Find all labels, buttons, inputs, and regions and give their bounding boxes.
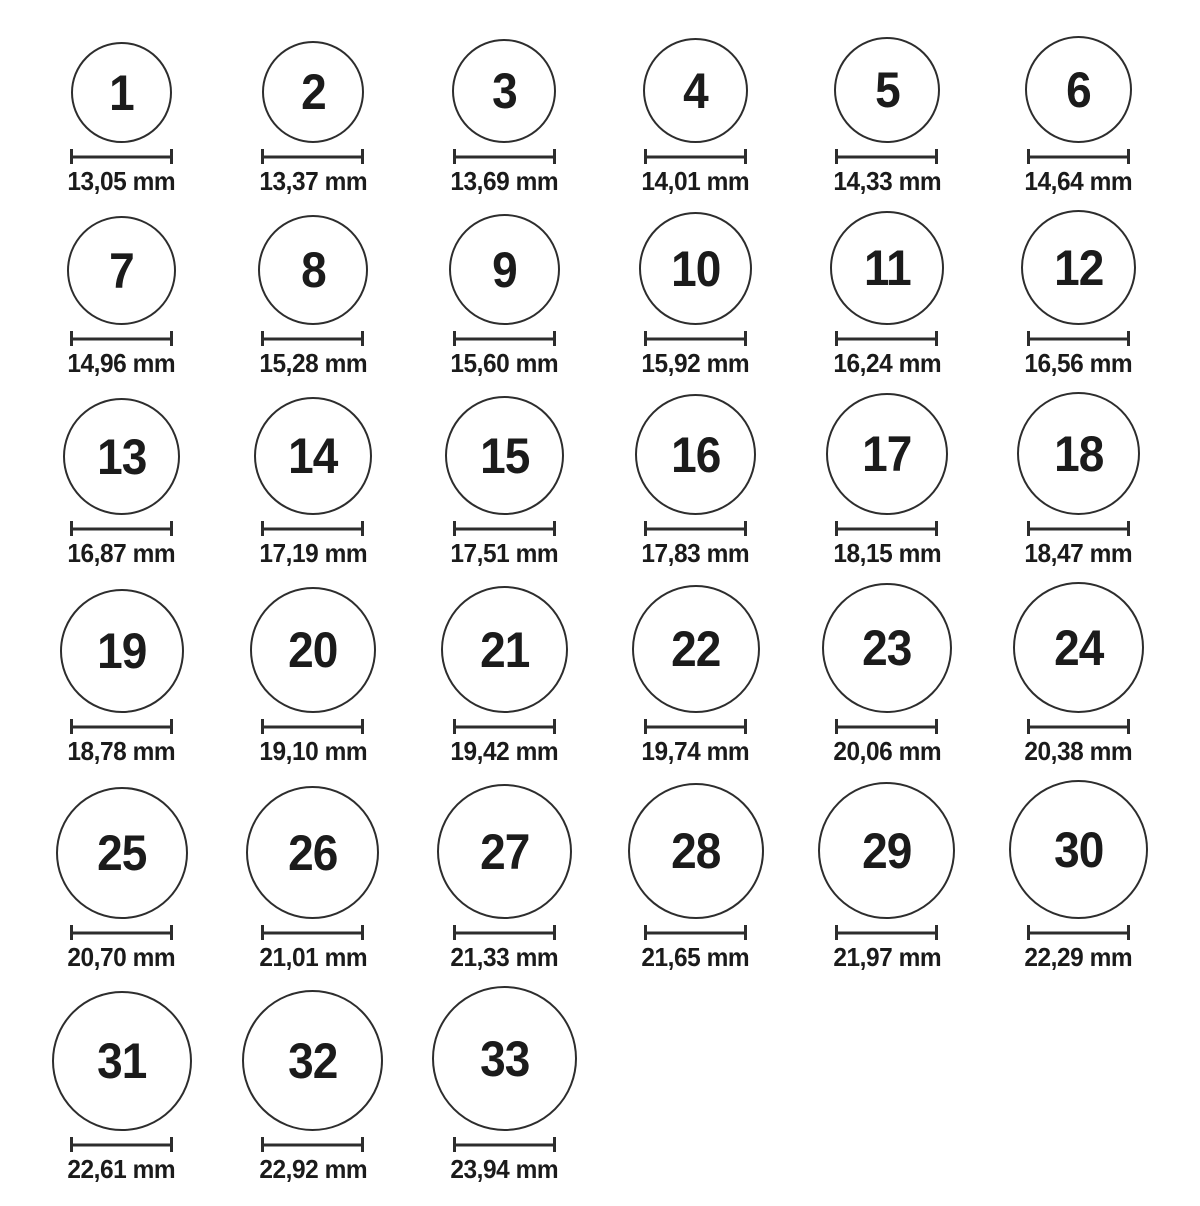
diameter-ruler-icon [835, 521, 938, 536]
diameter-label: 21,33 mm [450, 942, 559, 972]
ruler-line [646, 527, 745, 530]
size-circle [1017, 392, 1140, 515]
size-number: 23 [862, 620, 912, 676]
size-circle [437, 784, 572, 919]
ruler-line [263, 1143, 362, 1146]
diameter-ruler-icon [835, 149, 938, 164]
size-circle [818, 782, 955, 919]
size-number: 6 [1065, 61, 1091, 118]
size-number: 10 [670, 240, 721, 297]
size-circle [826, 393, 948, 515]
size-circle [71, 42, 172, 143]
size-number: 18 [1053, 425, 1103, 482]
diameter-label: 14,01 mm [641, 166, 750, 196]
ruler-line [646, 725, 745, 728]
size-circle [63, 398, 180, 515]
diameter-ruler-icon [261, 331, 364, 346]
size-number: 7 [109, 242, 134, 299]
diameter-label: 14,64 mm [1024, 166, 1133, 196]
diameter-ruler-icon [261, 1137, 364, 1152]
ring-size-item [983, 582, 1174, 764]
size-number: 22 [670, 621, 721, 677]
diameter-label: 17,19 mm [259, 538, 367, 568]
ruler-line [1029, 155, 1128, 158]
ruler-line [1029, 725, 1128, 728]
size-number: 13 [96, 428, 147, 485]
diameter-ruler-icon [1027, 521, 1130, 536]
ring-size-item [791, 211, 982, 376]
ring-size-item [600, 394, 791, 566]
diameter-label: 17,51 mm [450, 538, 559, 568]
diameter-label: 20,06 mm [833, 736, 941, 766]
size-number: 3 [491, 63, 517, 119]
size-circle [1013, 582, 1144, 713]
ring-size-item [217, 41, 408, 194]
diameter-label: 18,78 mm [67, 736, 176, 766]
diameter-label: 14,96 mm [67, 348, 176, 378]
diameter-ruler-icon [1027, 925, 1130, 940]
size-number: 9 [491, 241, 517, 298]
diameter-ruler-icon [1027, 331, 1130, 346]
ring-size-item [983, 392, 1174, 566]
size-circle [262, 41, 364, 143]
ruler-line [72, 337, 171, 340]
size-number: 20 [288, 622, 338, 678]
diameter-ruler-icon [1027, 149, 1130, 164]
diameter-ruler-icon [70, 149, 173, 164]
diameter-label: 19,10 mm [259, 736, 367, 766]
ruler-line [455, 527, 554, 530]
diameter-label: 23,94 mm [450, 1154, 559, 1184]
ring-size-item [217, 397, 408, 566]
diameter-ruler-icon [835, 925, 938, 940]
diameter-ruler-icon [261, 719, 364, 734]
ruler-line [72, 155, 171, 158]
diameter-ruler-icon [261, 149, 364, 164]
ring-size-item [409, 396, 600, 566]
ruler-line [263, 155, 362, 158]
ring-size-item [409, 586, 600, 764]
diameter-label: 15,92 mm [641, 348, 750, 378]
diameter-label: 15,60 mm [450, 348, 559, 378]
ring-size-item [26, 216, 217, 376]
ruler-line [646, 155, 745, 158]
diameter-ruler-icon [644, 521, 747, 536]
diameter-ruler-icon [644, 149, 747, 164]
ruler-line [263, 725, 362, 728]
size-circle [258, 215, 368, 325]
diameter-label: 19,74 mm [641, 736, 750, 766]
ring-size-item [791, 393, 982, 566]
size-number: 2 [300, 64, 326, 120]
size-circle [67, 216, 176, 325]
size-number: 29 [862, 822, 912, 879]
ruler-line [1029, 931, 1128, 934]
size-circle [830, 211, 944, 325]
diameter-label: 22,92 mm [259, 1154, 367, 1184]
ruler-line [837, 931, 936, 934]
ring-size-item [983, 780, 1174, 970]
ruler-line [72, 527, 171, 530]
ring-size-item [600, 212, 791, 376]
ring-size-item [600, 783, 791, 970]
size-circle [1021, 210, 1136, 325]
size-circle [452, 39, 556, 143]
ring-size-item [26, 42, 217, 194]
diameter-label: 20,38 mm [1024, 736, 1133, 766]
ring-size-item [26, 589, 217, 764]
size-number: 17 [862, 426, 912, 482]
diameter-label: 14,33 mm [833, 166, 941, 196]
size-number: 16 [670, 426, 721, 483]
diameter-label: 13,05 mm [67, 166, 176, 196]
size-circle [628, 783, 764, 919]
ring-size-item [409, 214, 600, 376]
size-circle [643, 38, 748, 143]
diameter-ruler-icon [835, 331, 938, 346]
ruler-line [455, 337, 554, 340]
ruler-line [263, 337, 362, 340]
ruler-line [1029, 527, 1128, 530]
ruler-line [837, 527, 936, 530]
ruler-line [455, 725, 554, 728]
size-circle [1025, 36, 1132, 143]
size-number: 8 [300, 242, 326, 298]
ring-size-item [217, 786, 408, 970]
ring-size-item [217, 587, 408, 764]
size-number: 12 [1053, 239, 1103, 296]
diameter-label: 13,69 mm [450, 166, 559, 196]
size-number: 30 [1053, 821, 1103, 878]
diameter-label: 18,47 mm [1024, 538, 1133, 568]
size-circle [639, 212, 752, 325]
size-number: 25 [96, 825, 147, 881]
size-circle [52, 991, 192, 1131]
diameter-label: 21,01 mm [259, 942, 367, 972]
size-number: 24 [1053, 619, 1103, 676]
size-circle [60, 589, 184, 713]
diameter-label: 16,87 mm [67, 538, 176, 568]
diameter-label: 20,70 mm [67, 942, 176, 972]
diameter-label: 16,24 mm [833, 348, 941, 378]
size-number: 15 [479, 427, 529, 484]
ruler-line [455, 155, 554, 158]
diameter-label: 13,37 mm [259, 166, 367, 196]
ring-size-item [791, 583, 982, 764]
size-circle [432, 986, 577, 1131]
ruler-line [72, 725, 171, 728]
ruler-line [837, 155, 936, 158]
diameter-label: 22,61 mm [67, 1154, 176, 1184]
diameter-ruler-icon [453, 925, 556, 940]
ruler-line [837, 725, 936, 728]
ring-size-item [983, 36, 1174, 194]
ruler-line [72, 1143, 171, 1146]
ring-size-item [217, 990, 408, 1182]
size-number: 33 [479, 1030, 529, 1087]
size-circle [449, 214, 560, 325]
ruler-line [646, 931, 745, 934]
diameter-ruler-icon [1027, 719, 1130, 734]
size-circle [254, 397, 372, 515]
size-circle [632, 585, 760, 713]
diameter-ruler-icon [453, 1137, 556, 1152]
size-number: 1 [109, 64, 134, 121]
diameter-ruler-icon [70, 521, 173, 536]
size-circle [246, 786, 379, 919]
ring-size-item [26, 991, 217, 1182]
size-number: 27 [479, 823, 529, 880]
diameter-label: 16,56 mm [1024, 348, 1133, 378]
ring-size-item [217, 215, 408, 376]
diameter-ruler-icon [453, 149, 556, 164]
ring-size-item [791, 782, 982, 970]
diameter-ruler-icon [644, 719, 747, 734]
ruler-line [455, 1143, 554, 1146]
diameter-ruler-icon [644, 331, 747, 346]
diameter-ruler-icon [453, 331, 556, 346]
ruler-line [72, 931, 171, 934]
ruler-line [837, 337, 936, 340]
diameter-ruler-icon [835, 719, 938, 734]
size-number: 5 [874, 62, 900, 118]
size-circle [822, 583, 952, 713]
diameter-label: 21,65 mm [641, 942, 750, 972]
ruler-line [263, 931, 362, 934]
size-circle [250, 587, 376, 713]
diameter-ruler-icon [70, 925, 173, 940]
size-number: 28 [670, 823, 721, 879]
diameter-label: 15,28 mm [259, 348, 367, 378]
size-circle [56, 787, 188, 919]
size-number: 31 [96, 1033, 147, 1089]
size-circle [1009, 780, 1148, 919]
ring-size-item [26, 398, 217, 566]
ruler-line [1029, 337, 1128, 340]
ring-size-item [600, 38, 791, 194]
ruler-line [263, 527, 362, 530]
diameter-label: 17,83 mm [641, 538, 750, 568]
diameter-label: 18,15 mm [833, 538, 941, 568]
ring-size-item [409, 39, 600, 194]
size-number: 32 [288, 1032, 338, 1089]
size-circle [242, 990, 383, 1131]
size-number: 14 [288, 428, 338, 484]
diameter-ruler-icon [453, 719, 556, 734]
diameter-ruler-icon [70, 719, 173, 734]
diameter-label: 19,42 mm [450, 736, 559, 766]
size-circle [635, 394, 756, 515]
diameter-label: 22,29 mm [1024, 942, 1133, 972]
diameter-ruler-icon [70, 331, 173, 346]
size-number: 19 [96, 623, 147, 679]
ring-size-item [409, 986, 600, 1182]
diameter-ruler-icon [261, 925, 364, 940]
ring-size-item [600, 585, 791, 764]
diameter-ruler-icon [261, 521, 364, 536]
diameter-ruler-icon [70, 1137, 173, 1152]
diameter-ruler-icon [644, 925, 747, 940]
size-number: 21 [479, 621, 529, 678]
ruler-line [455, 931, 554, 934]
ring-size-item [409, 784, 600, 970]
ruler-line [646, 337, 745, 340]
size-number: 26 [288, 824, 338, 881]
size-number: 11 [863, 240, 911, 296]
diameter-label: 21,97 mm [833, 942, 941, 972]
size-circle [834, 37, 940, 143]
ring-size-item [26, 787, 217, 970]
size-number: 4 [683, 62, 708, 119]
size-circle [445, 396, 564, 515]
ring-size-item [791, 37, 982, 194]
size-circle [441, 586, 568, 713]
diameter-ruler-icon [453, 521, 556, 536]
ring-size-item [983, 210, 1174, 376]
